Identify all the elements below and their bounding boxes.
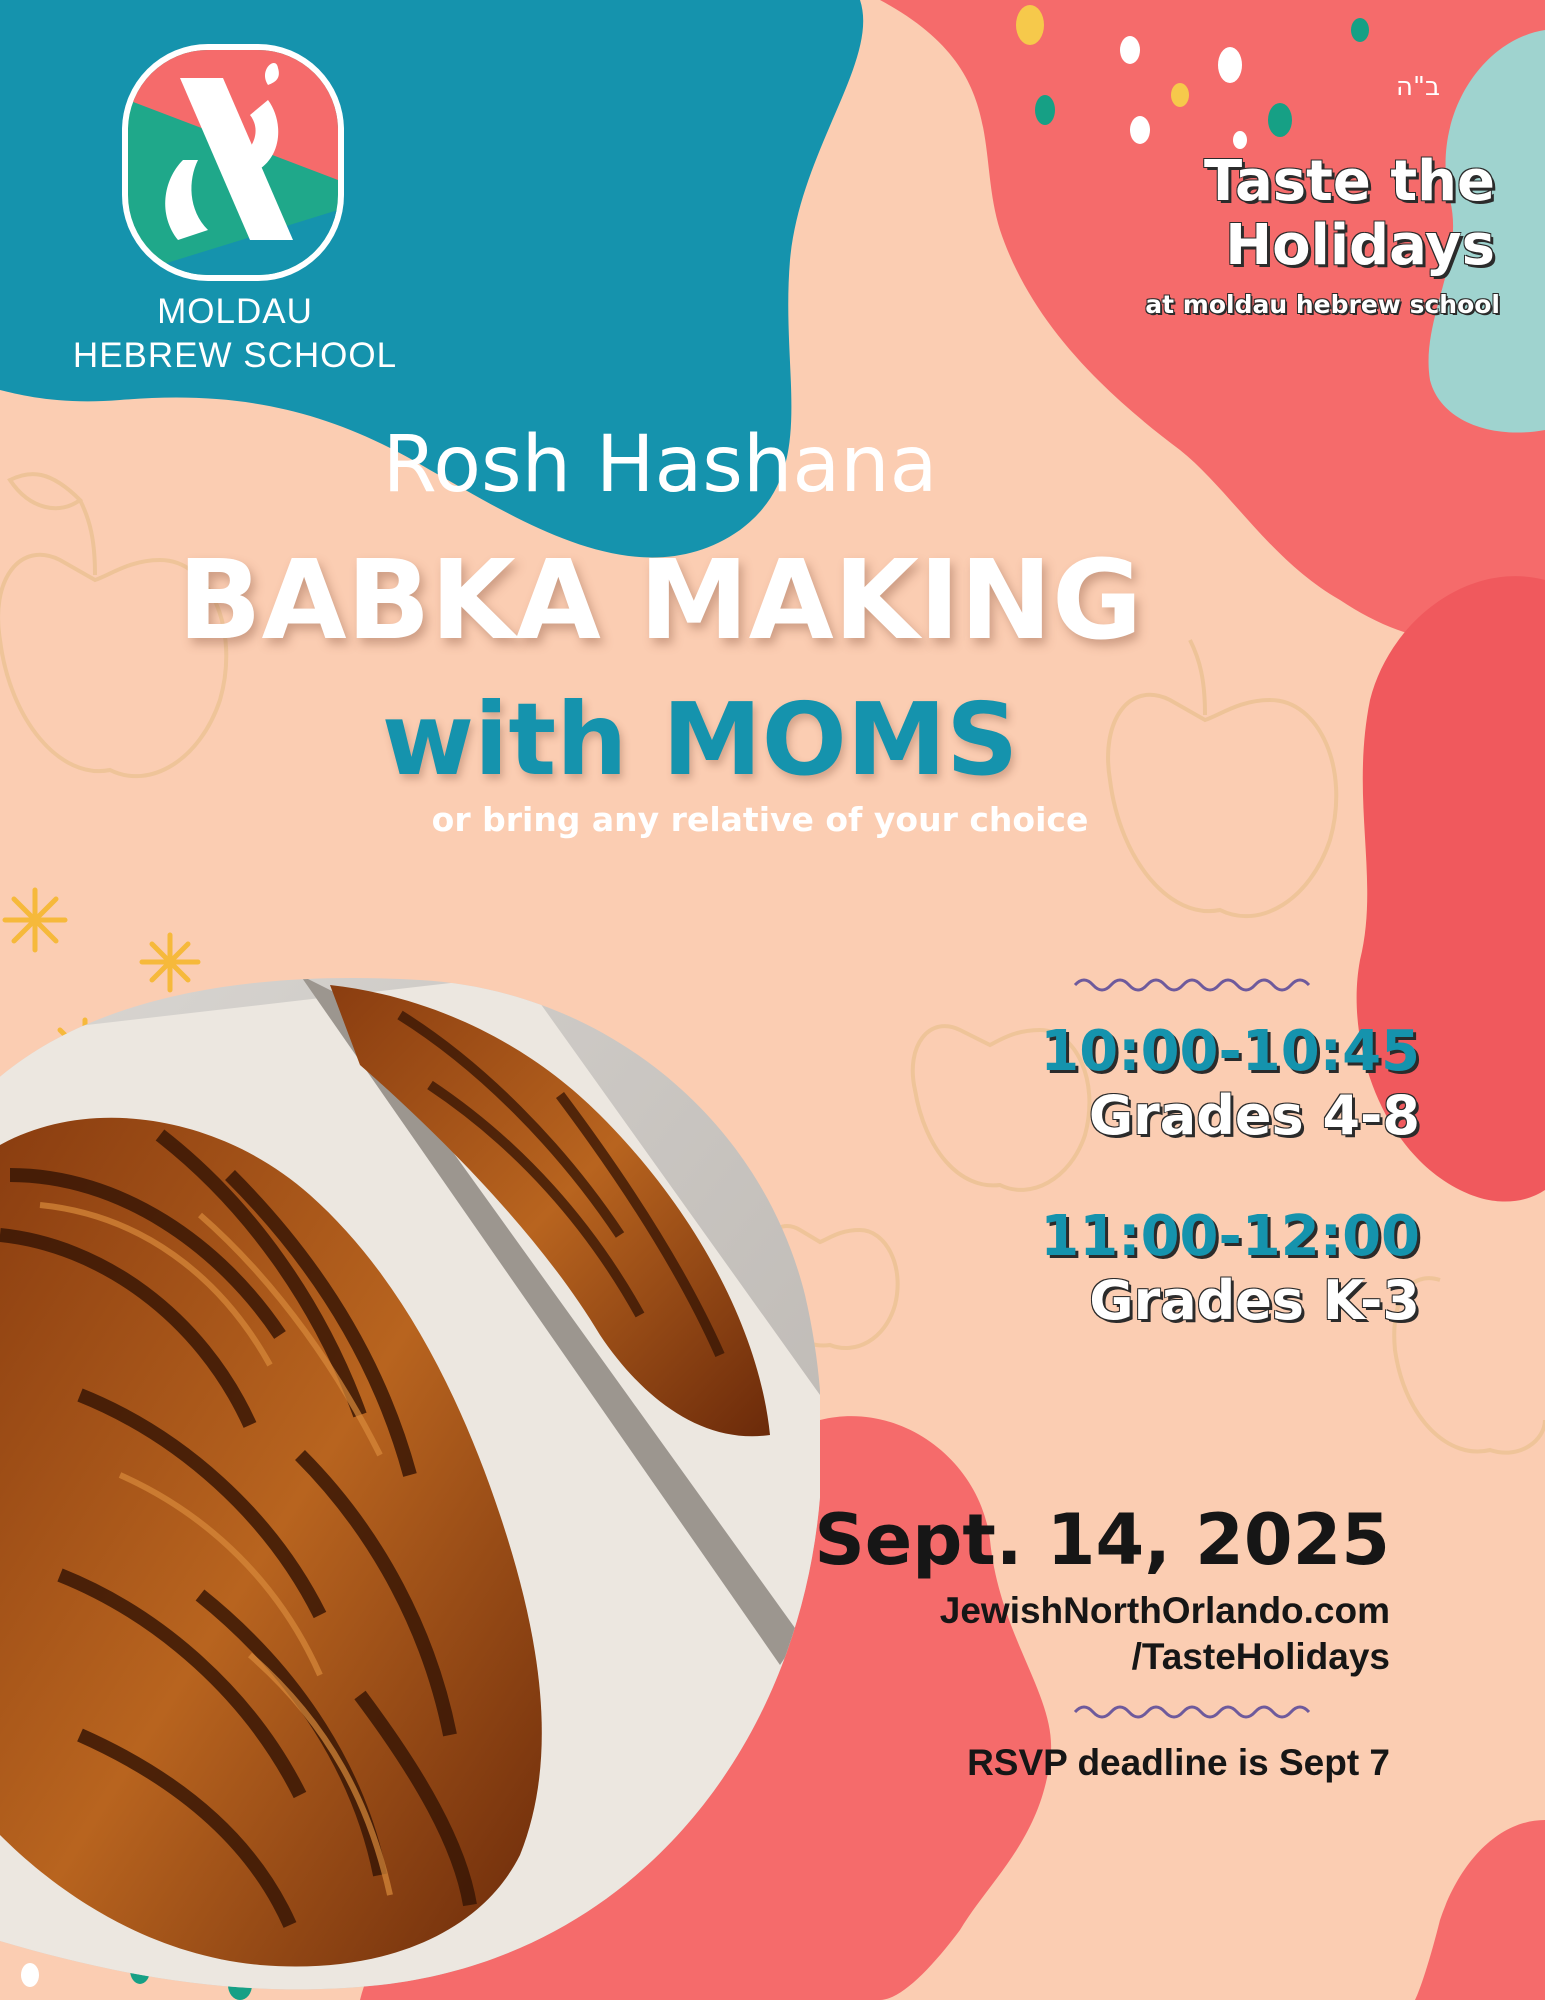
session-1: [1020, 1020, 1420, 1148]
event-note: or bring any relative of your choice: [431, 800, 1089, 839]
session-time: 11:00-12:00: [1040, 1204, 1420, 1269]
aleph-logo-icon: [118, 40, 348, 290]
event-date: Sept. 14, 2025: [814, 1499, 1390, 1581]
session-time: 10:00-10:45: [1040, 1019, 1420, 1084]
session-2: [1020, 1205, 1420, 1333]
event-url[interactable]: [760, 1588, 1390, 1680]
event-url-line2[interactable]: /TasteHolidays: [1131, 1636, 1390, 1677]
babka-photo-icon: [0, 975, 820, 2000]
school-name-line2: HEBREW SCHOOL: [72, 336, 398, 375]
series-title-line1: Taste the: [1204, 149, 1495, 214]
bh-mark: ב"ה: [1396, 72, 1440, 102]
event-title: BABKA MAKING: [177, 536, 1143, 664]
school-logo: [118, 40, 348, 290]
session-grades: Grades K-3: [1089, 1269, 1420, 1332]
rsvp-deadline: RSVP deadline is Sept 7: [967, 1742, 1390, 1783]
babka-photo: [0, 975, 820, 2000]
series-title-line2: Holidays: [1225, 213, 1495, 278]
series-subtitle: at moldau hebrew school: [1145, 290, 1500, 319]
school-name-line1: MOLDAU: [157, 292, 313, 331]
school-name: [60, 290, 410, 378]
series-title: [1075, 150, 1495, 278]
event-url-line1[interactable]: JewishNorthOrlando.com: [939, 1590, 1390, 1631]
holiday-title: Rosh Hashana: [382, 420, 938, 510]
session-grades: Grades 4-8: [1088, 1084, 1420, 1147]
event-subtitle: with MOMS: [381, 681, 1019, 798]
